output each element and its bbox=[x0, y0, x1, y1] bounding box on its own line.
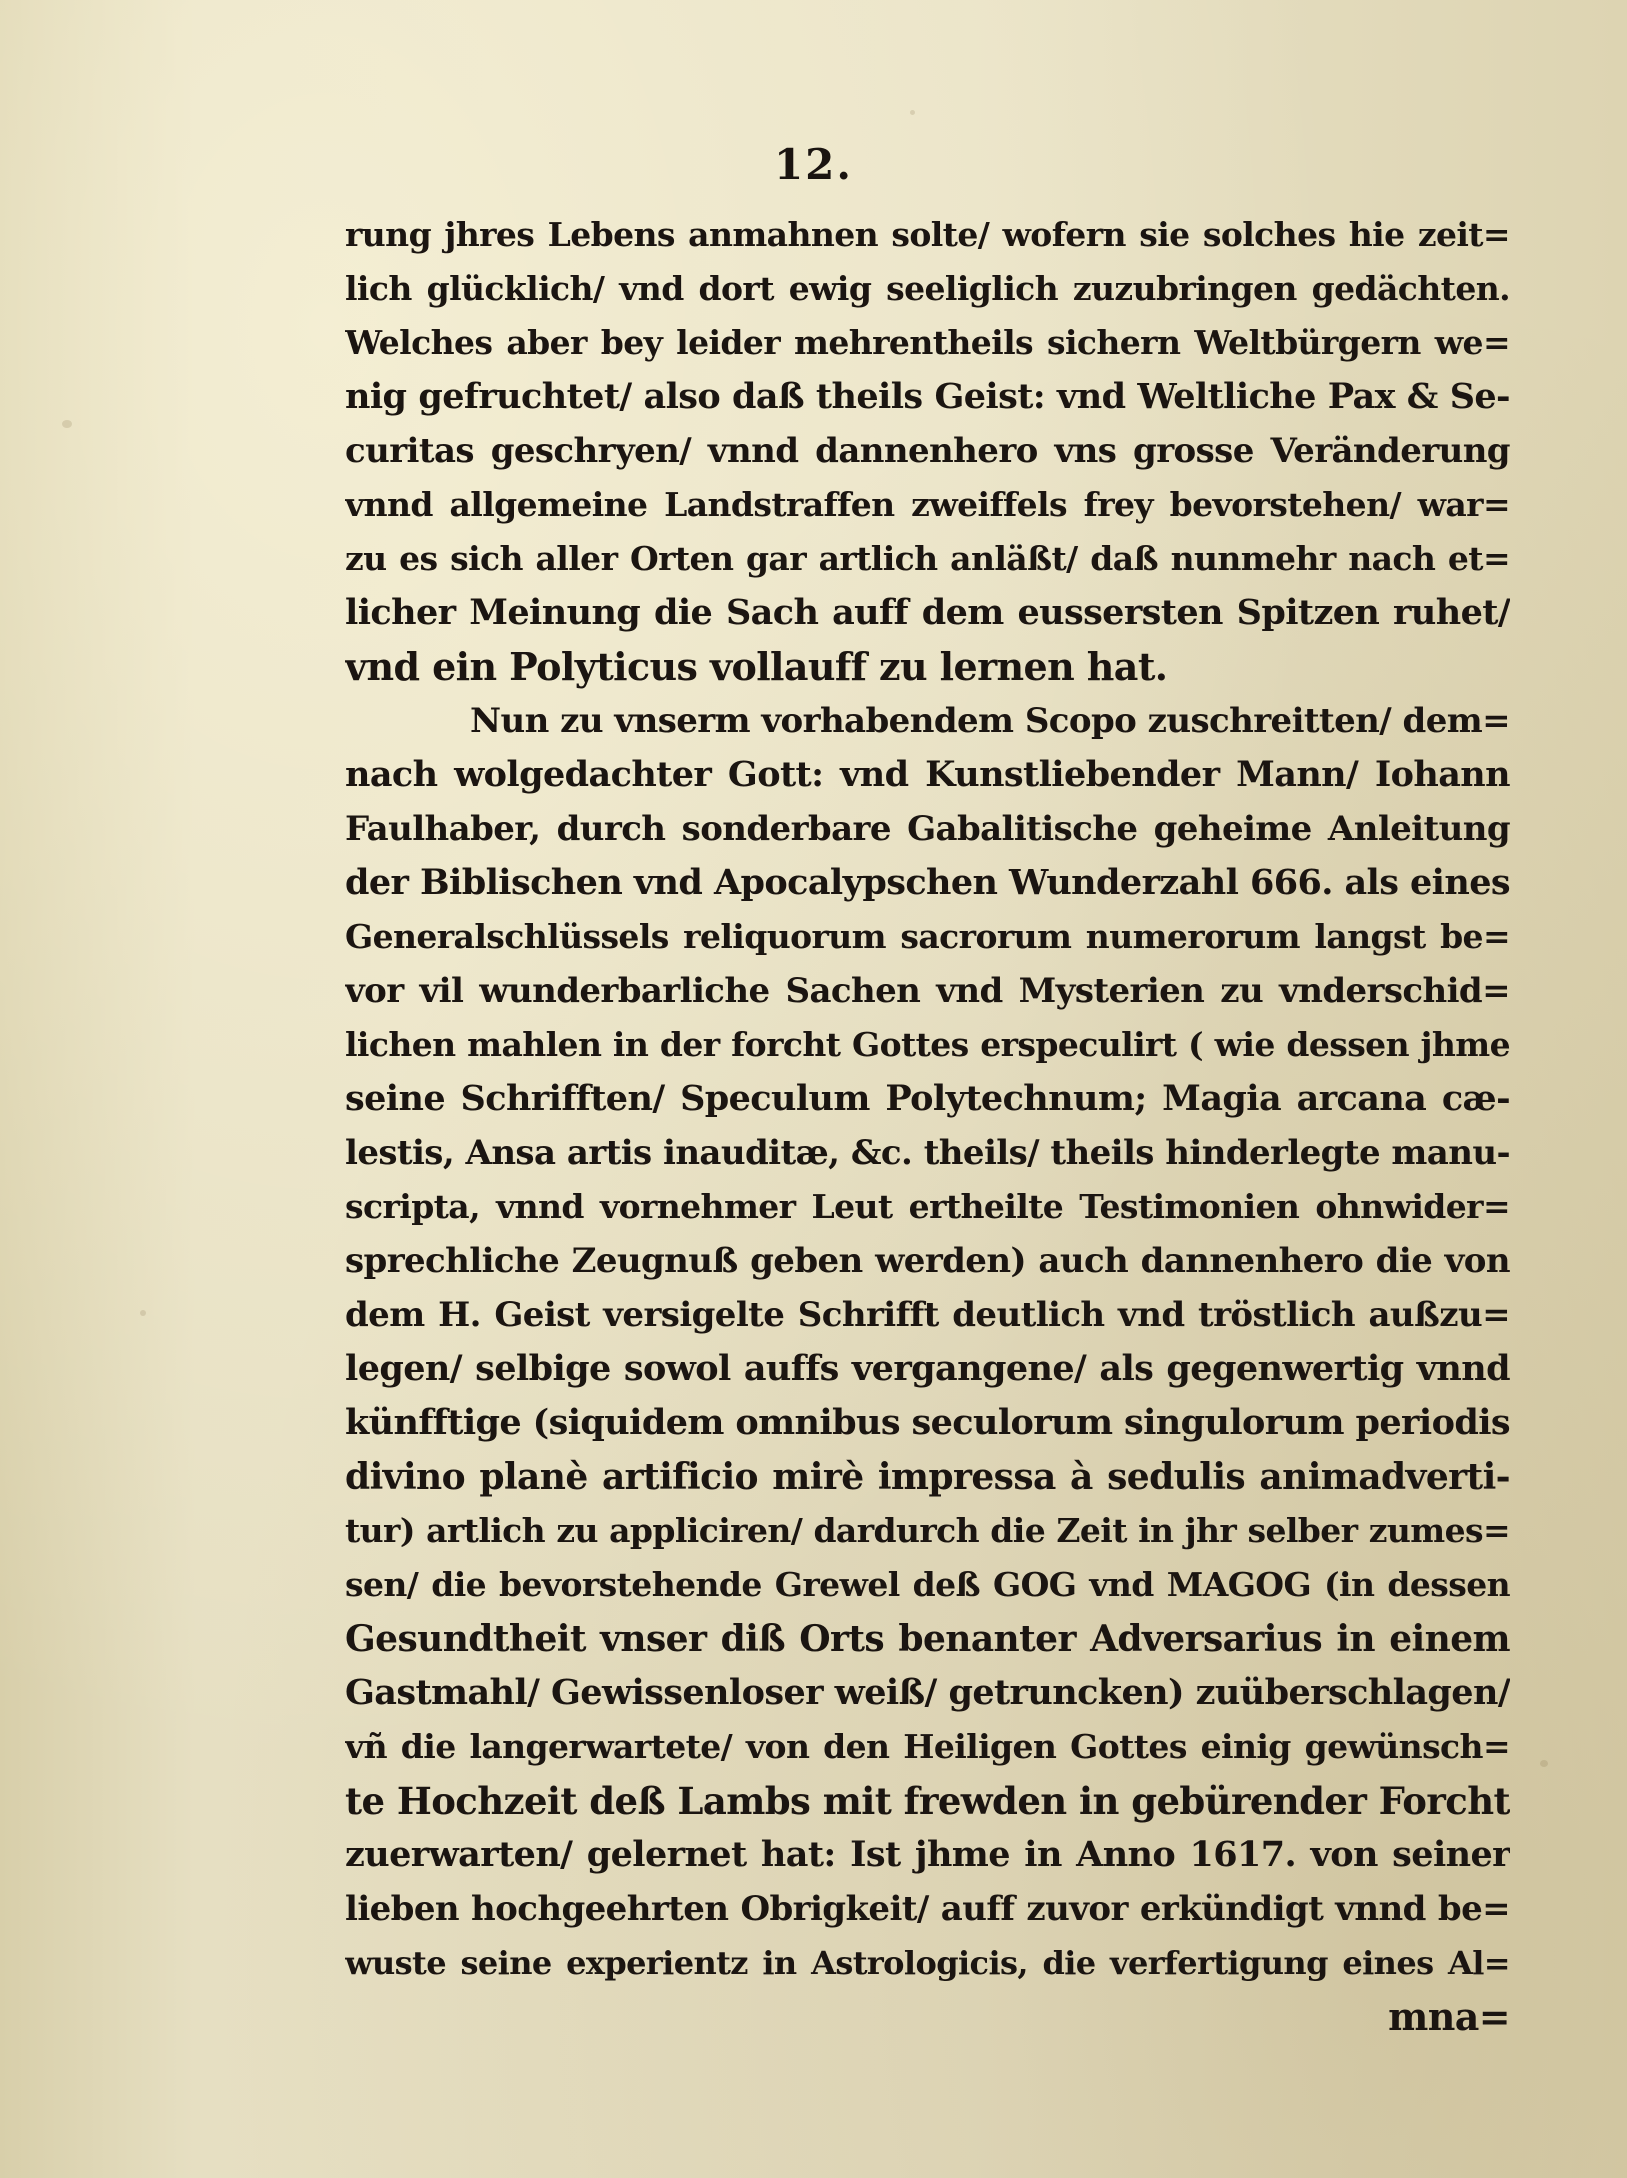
text-line: licher Meinung die Sach auff dem eussersten Spitzen ruhet/ bbox=[345, 592, 1510, 633]
text-line: lichen mahlen in der forcht Gottes erspeculirt ( wie dessen jhme bbox=[345, 1025, 1510, 1064]
paper-stain bbox=[1540, 1760, 1548, 1767]
text-line: Welches aber bey leider mehrentheils sichern Weltbürgern we= bbox=[345, 323, 1510, 362]
text-line: vñ die langerwartete/ von den Heiligen Gottes einig gewünsch= bbox=[345, 1727, 1510, 1766]
text-line: vor vil wunderbarliche Sachen vnd Mysterien zu vnderschid= bbox=[345, 971, 1510, 1011]
text-line: nig gefruchtet/ also daß theils Geist: vnd Weltliche Pax & Se- bbox=[345, 376, 1510, 417]
text-line: tur) artlich zu appliciren/ dardurch die Zeit in jhr selber zumes= bbox=[345, 1511, 1510, 1550]
text-line: curitas geschryen/ vnnd dannenhero vns grosse Veränderung bbox=[345, 431, 1510, 471]
text-line: der Biblischen vnd Apocalypschen Wunderzahl 666. als eines bbox=[345, 862, 1510, 903]
body-text bbox=[345, 208, 1510, 2044]
paper-stain bbox=[62, 420, 72, 428]
paper-stain bbox=[140, 1310, 146, 1316]
text-line: rung jhres Lebens anmahnen solte/ wofern sie solches hie zeit= bbox=[345, 215, 1510, 254]
text-line: vnd ein Polyticus vollauff zu lernen hat. bbox=[345, 644, 1168, 689]
text-line: te Hochzeit deß Lambs mit frewden in gebürender Forcht bbox=[345, 1779, 1510, 1823]
paper-stain bbox=[910, 110, 915, 115]
text-line: divino planè artificio mirè impressa à sedulis animadverti- bbox=[345, 1456, 1510, 1498]
text-line: vnnd allgemeine Landstraffen zweiffels frey bevorstehen/ war= bbox=[345, 485, 1510, 524]
text-line: zuerwarten/ gelernet hat: Ist jhme in Anno 1617. von seiner bbox=[345, 1834, 1510, 1875]
text-line: sprechliche Zeugnuß geben werden) auch dannenhero die von bbox=[345, 1241, 1510, 1281]
text-line: Gastmahl/ Gewissenloser weiß/ getruncken) zuüberschlagen/ bbox=[345, 1672, 1510, 1713]
text-line: dem H. Geist versigelte Schrifft deutlich vnd tröstlich außzu= bbox=[345, 1295, 1510, 1335]
text-line: Gesundtheit vnser diß Orts benanter Adversarius in einem bbox=[345, 1618, 1510, 1660]
text-line: künfftige (siquidem omnibus seculorum singulorum periodis bbox=[345, 1402, 1510, 1443]
page-number: 12. bbox=[773, 140, 854, 189]
text-line: wuste seine experientz in Astrologicis, die verfertigung eines Al= bbox=[345, 1944, 1510, 1982]
text-line: nach wolgedachter Gott: vnd Kunstliebender Mann/ Iohann bbox=[345, 754, 1510, 795]
text-line: lestis, Ansa artis inauditæ, &c. theils/ theils hinderlegte manu- bbox=[345, 1133, 1510, 1173]
text-line: lieben hochgeehrten Obrigkeit/ auff zuvor erkündigt vnnd be= bbox=[345, 1889, 1510, 1929]
text-line: lich glücklich/ vnd dort ewig seeliglich zuzubringen gedächten. bbox=[345, 269, 1510, 308]
text-line: Generalschlüssels reliquorum sacrorum numerorum langst be= bbox=[345, 917, 1510, 956]
text-line: sen/ die bevorstehende Grewel deß GOG vnd MAGOG (in dessen bbox=[345, 1565, 1510, 1604]
text-line: scripta, vnnd vornehmer Leut ertheilte Testimonien ohnwider= bbox=[345, 1187, 1510, 1226]
text-line-paragraph-start: Nun zu vnserm vorhabendem Scopo zuschreitten/ dem= bbox=[470, 701, 1510, 741]
text-line: legen/ selbige sowol auffs vergangene/ als gegenwertig vnnd bbox=[345, 1348, 1510, 1389]
catchword: mna= bbox=[1388, 1994, 1510, 2039]
text-line: seine Schrifften/ Speculum Polytechnum; Magia arcana cæ- bbox=[345, 1078, 1510, 1119]
text-line: Faulhaber, durch sonderbare Gabalitische geheime Anleitung bbox=[345, 809, 1510, 849]
text-line: zu es sich aller Orten gar artlich anläßt/ daß nunmehr nach et= bbox=[345, 539, 1510, 578]
